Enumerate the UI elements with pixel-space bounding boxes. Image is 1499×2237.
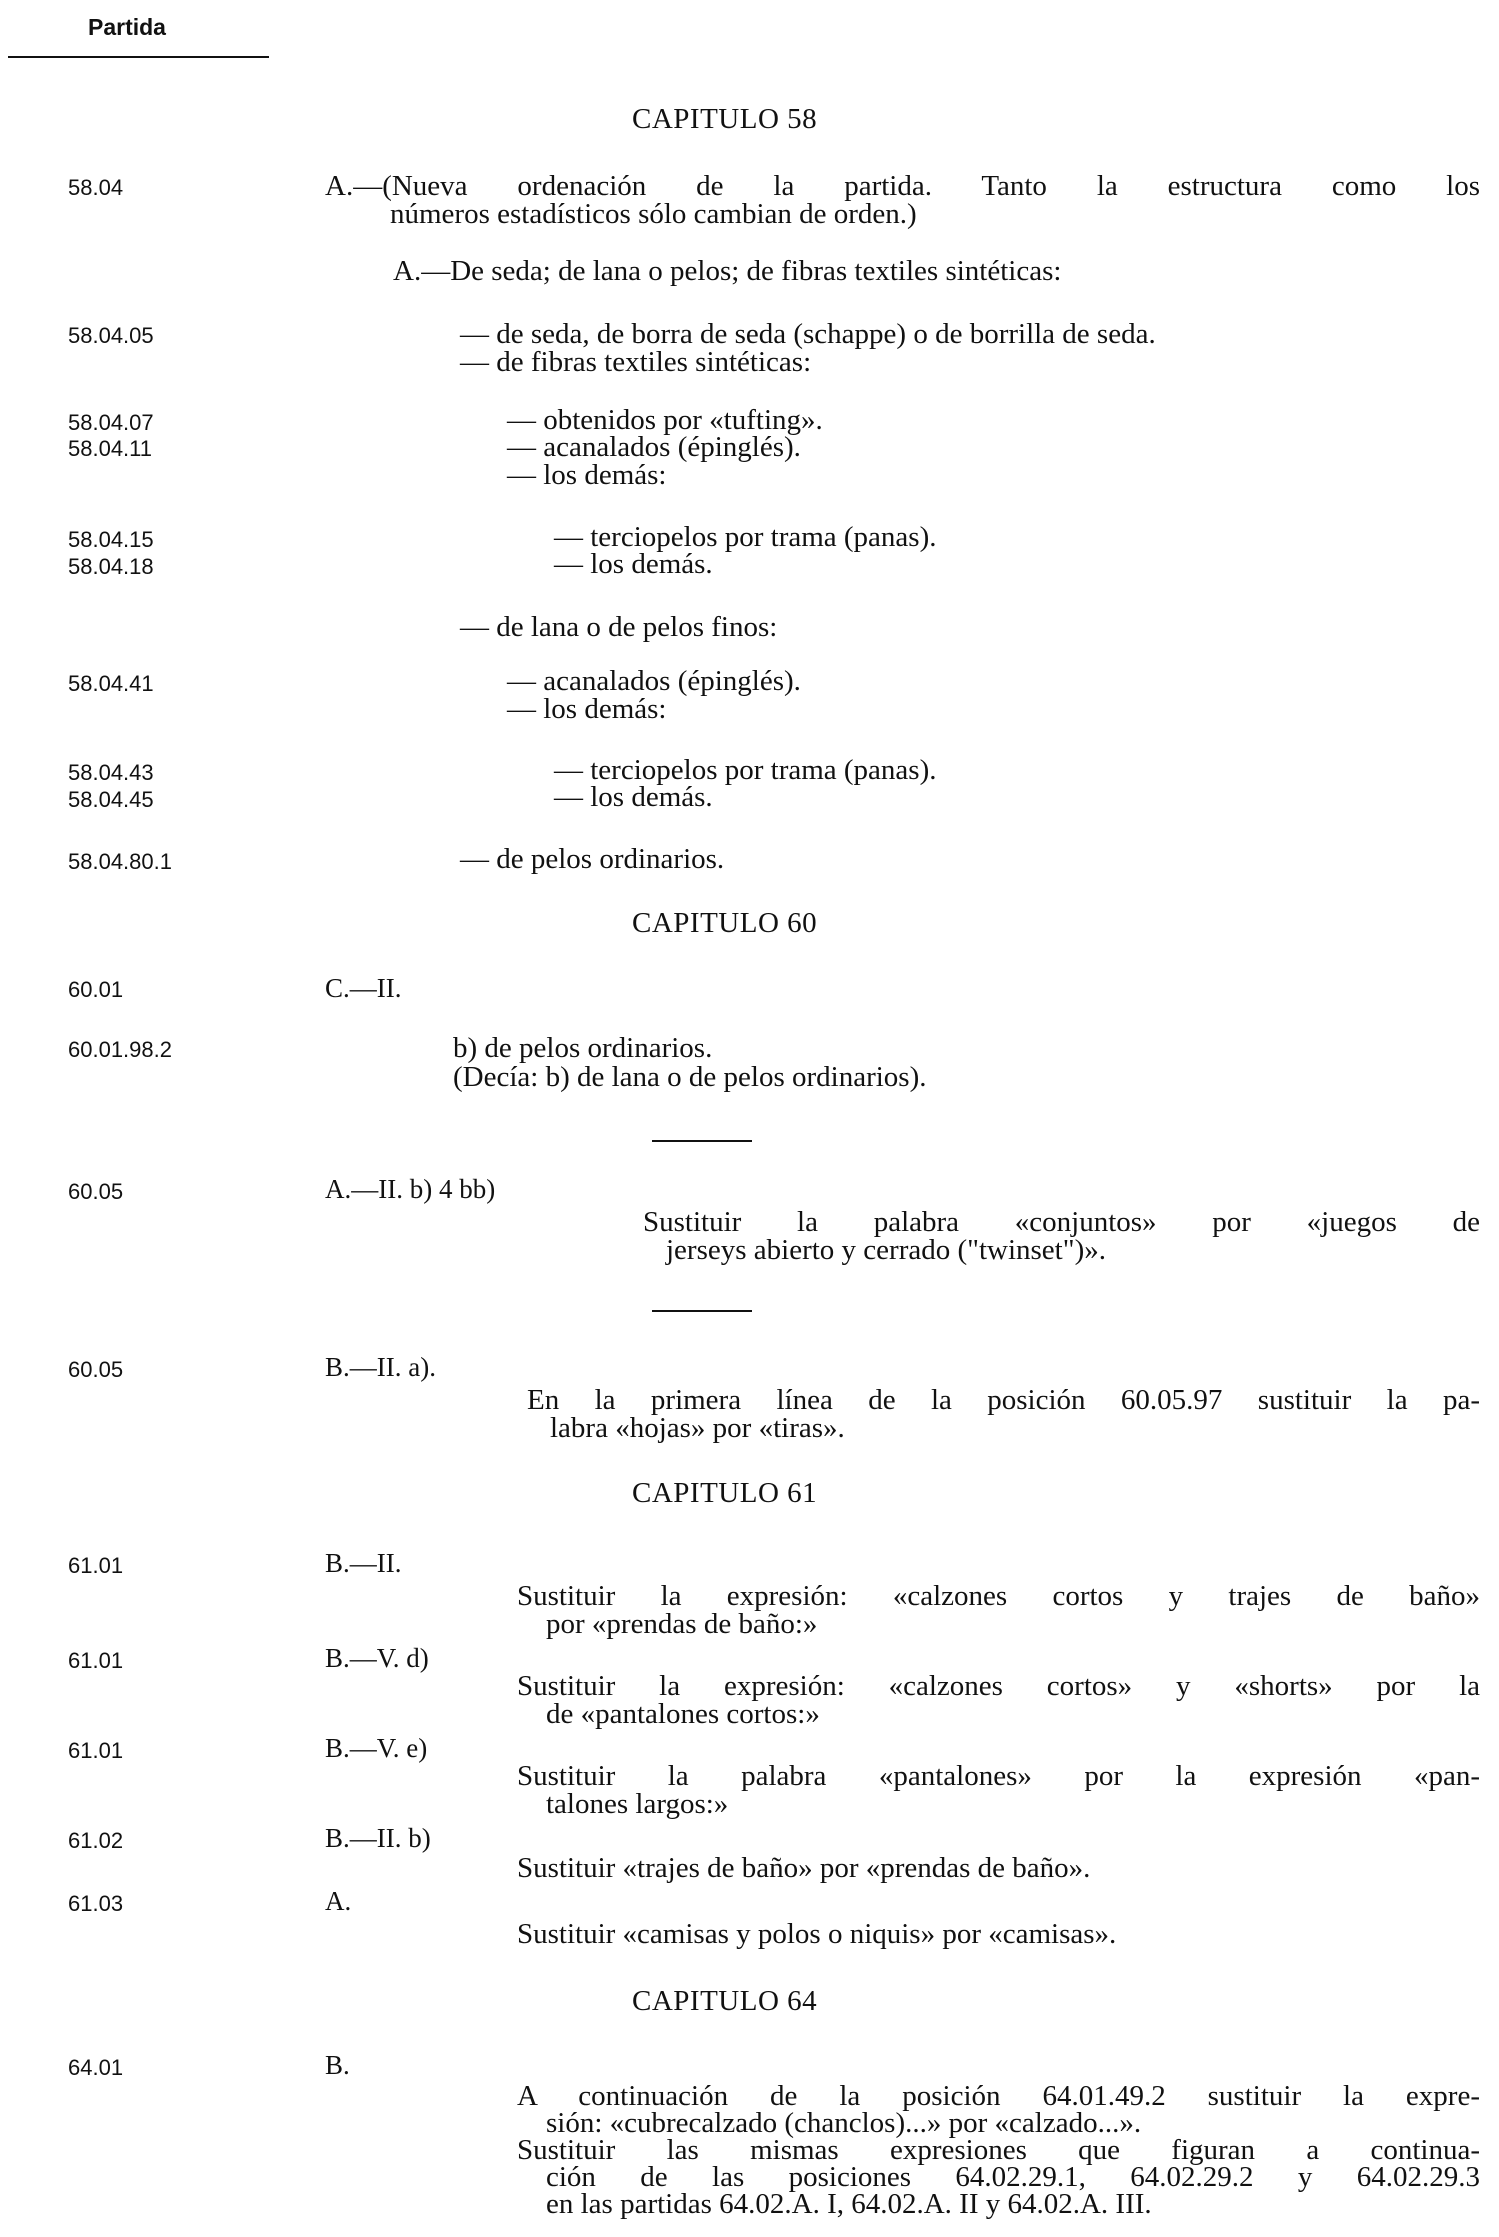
code-58-04-43: 58.04.43 bbox=[68, 760, 154, 785]
code-61-01-c: 61.01 bbox=[68, 1738, 124, 1763]
ref-60-01: C.—II. bbox=[325, 973, 402, 1003]
header-rule bbox=[8, 56, 269, 58]
column-header-partida: Partida bbox=[88, 14, 166, 40]
item-lana: — de lana o de pelos finos: bbox=[460, 611, 778, 643]
note-hojas-line2: labra «hojas» por «tiras». bbox=[550, 1412, 845, 1444]
note-trajes-banio: Sustituir «trajes de baño» por «prendas de baño». bbox=[517, 1852, 1091, 1884]
ref-58-04-a-line2: números estadísticos sólo cambian de orden.) bbox=[390, 198, 917, 230]
note-mismas-line3: en las partidas 64.02.A. I, 64.02.A. II y 64.02.A. III. bbox=[546, 2188, 1152, 2220]
chapter-61-title: CAPITULO 61 bbox=[632, 1477, 818, 1509]
code-61-03: 61.03 bbox=[68, 1891, 124, 1916]
item-demas-4: — los demás. bbox=[554, 781, 713, 813]
note-pantalones-line1: Sustituir la palabra «pantalones» por la expresión «pan- bbox=[517, 1760, 1480, 1792]
note-camisas: Sustituir «camisas y polos o niquis» por «camisas». bbox=[517, 1918, 1117, 1950]
item-terciopelos-1: — terciopelos por trama (panas). bbox=[554, 521, 937, 553]
item-decia: (Decía: b) de lana o de pelos ordinarios). bbox=[453, 1061, 927, 1093]
note-hojas-line1: En la primera línea de la posición 60.05.97 sustituir la pa- bbox=[527, 1384, 1480, 1416]
item-acanalados-2: — acanalados (épinglés). bbox=[507, 665, 801, 697]
ref-60-05-a: A.—II. b) 4 bb) bbox=[325, 1174, 496, 1204]
item-terciopelos-2: — terciopelos por trama (panas). bbox=[554, 754, 937, 786]
ref-61-01-b: B.—V. d) bbox=[325, 1643, 429, 1673]
code-58-04-80-1: 58.04.80.1 bbox=[68, 849, 172, 874]
code-58-04-45: 58.04.45 bbox=[68, 787, 154, 812]
section-a-title: A.—De seda; de lana o pelos; de fibras textiles sintéticas: bbox=[393, 255, 1062, 287]
code-60-05-a: 60.05 bbox=[68, 1179, 124, 1204]
note-cubrecalzado-line1: A continuación de la posición 64.01.49.2 sustituir la expre- bbox=[517, 2080, 1480, 2112]
item-seda: — de seda, de borra de seda (schappe) o de borrilla de seda. bbox=[460, 318, 1156, 350]
note-cubrecalzado-line2: sión: «cubrecalzado (chanclos)...» por «calzado...». bbox=[546, 2107, 1142, 2139]
note-calzones-banio-line1: Sustituir la expresión: «calzones cortos y trajes de baño» bbox=[517, 1580, 1480, 1612]
code-58-04: 58.04 bbox=[68, 175, 124, 200]
code-58-04-18: 58.04.18 bbox=[68, 554, 154, 579]
ref-60-05-b: B.—II. a). bbox=[325, 1352, 436, 1382]
code-58-04-15: 58.04.15 bbox=[68, 527, 154, 552]
code-64-01: 64.01 bbox=[68, 2055, 124, 2080]
code-58-04-07: 58.04.07 bbox=[68, 410, 154, 435]
item-demas-3: — los demás: bbox=[507, 693, 667, 725]
item-b-pelos: b) de pelos ordinarios. bbox=[453, 1032, 713, 1064]
code-61-01-a: 61.01 bbox=[68, 1553, 124, 1578]
ref-61-03: A. bbox=[325, 1886, 352, 1916]
note-conjuntos-line2: jerseys abierto y cerrado ("twinset")». bbox=[666, 1234, 1106, 1266]
separator-2 bbox=[652, 1310, 752, 1312]
item-tufting: — obtenidos por «tufting». bbox=[507, 404, 823, 436]
code-60-05-b: 60.05 bbox=[68, 1357, 124, 1382]
code-58-04-41: 58.04.41 bbox=[68, 671, 154, 696]
note-shorts-line1: Sustituir la expresión: «calzones cortos» y «shorts» por la bbox=[517, 1670, 1480, 1702]
item-demas-2: — los demás. bbox=[554, 548, 713, 580]
note-mismas-line1: Sustituir las mismas expresiones que figuran a continua- bbox=[517, 2134, 1480, 2166]
item-acanalados-1: — acanalados (épinglés). bbox=[507, 431, 801, 463]
ref-61-01-a: B.—II. bbox=[325, 1548, 402, 1578]
code-61-02: 61.02 bbox=[68, 1828, 124, 1853]
chapter-64-title: CAPITULO 64 bbox=[632, 1985, 818, 2017]
code-58-04-11: 58.04.11 bbox=[68, 436, 153, 461]
item-sinteticas: — de fibras textiles sintéticas: bbox=[460, 346, 812, 378]
note-mismas-line2: ción de las posiciones 64.02.29.1, 64.02.29.2 y 64.02.29.3 bbox=[546, 2161, 1480, 2193]
note-calzones-banio-line2: por «prendas de baño:» bbox=[546, 1608, 818, 1640]
ref-64-01: B. bbox=[325, 2050, 350, 2080]
item-ordinarios: — de pelos ordinarios. bbox=[460, 843, 725, 875]
chapter-60-title: CAPITULO 60 bbox=[632, 907, 818, 939]
item-demas-1: — los demás: bbox=[507, 459, 667, 491]
ref-58-04-a-line1: A.—(Nueva ordenación de la partida. Tanto la estructura como los bbox=[325, 170, 1480, 202]
code-58-04-05: 58.04.05 bbox=[68, 323, 154, 348]
code-61-01-b: 61.01 bbox=[68, 1648, 124, 1673]
separator-1 bbox=[652, 1140, 752, 1142]
ref-61-02: B.—II. b) bbox=[325, 1823, 431, 1853]
code-60-01: 60.01 bbox=[68, 977, 124, 1002]
code-60-01-98-2: 60.01.98.2 bbox=[68, 1037, 172, 1062]
note-shorts-line2: de «pantalones cortos:» bbox=[546, 1698, 820, 1730]
chapter-58-title: CAPITULO 58 bbox=[632, 103, 818, 135]
note-conjuntos-line1: Sustituir la palabra «conjuntos» por «juegos de bbox=[643, 1206, 1480, 1238]
ref-61-01-c: B.—V. e) bbox=[325, 1733, 428, 1763]
note-pantalones-line2: talones largos:» bbox=[546, 1788, 729, 1820]
